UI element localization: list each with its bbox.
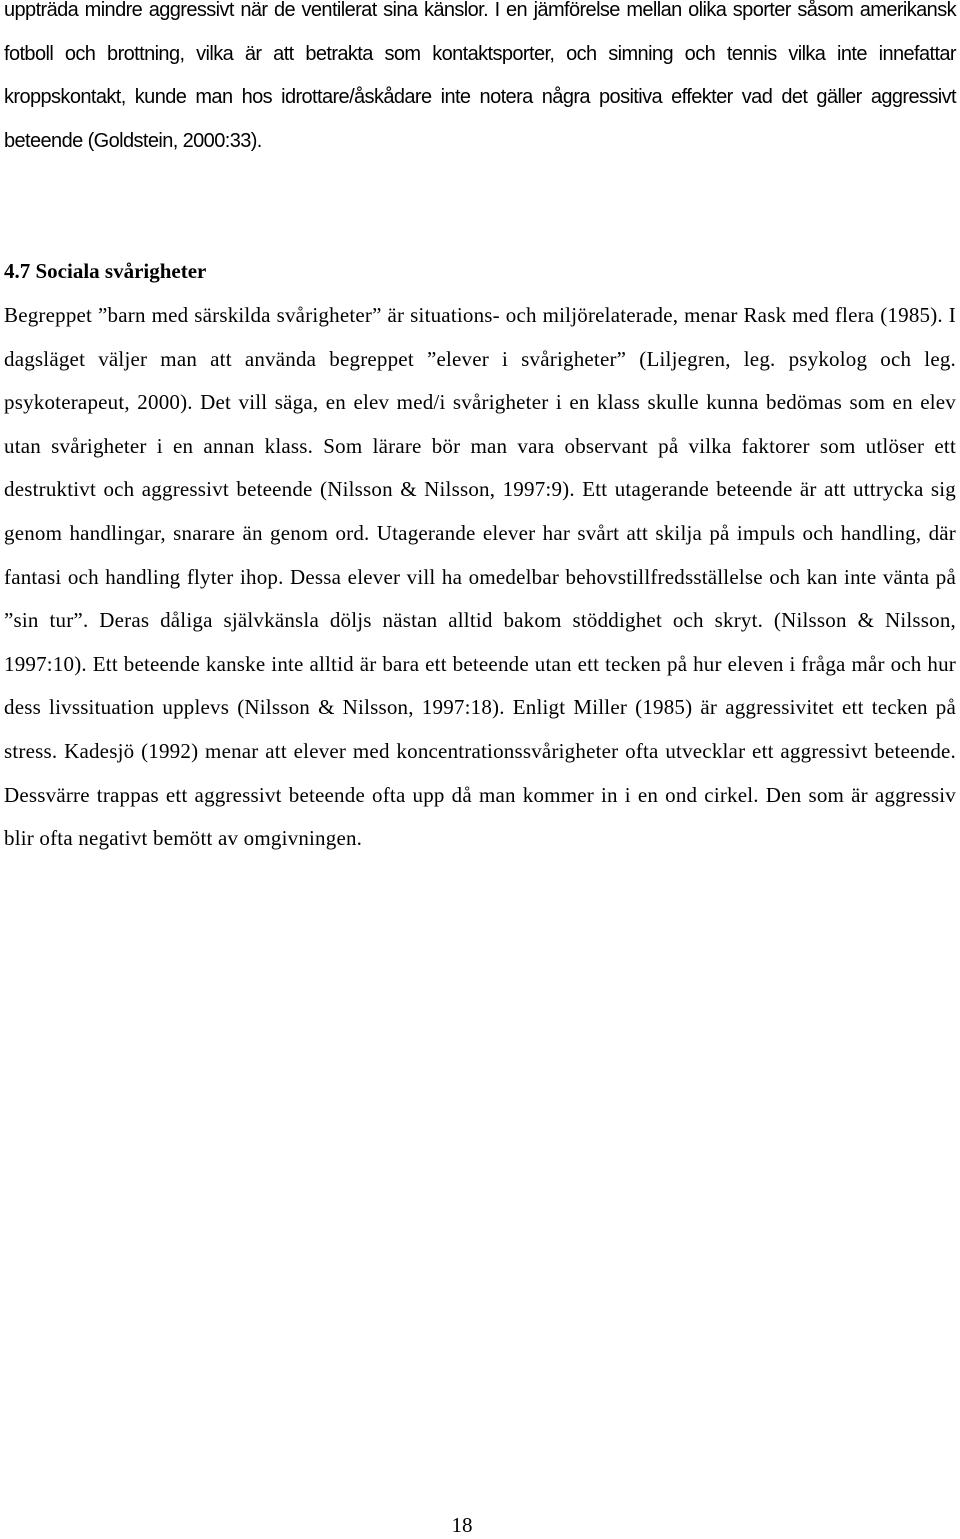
body-paragraph-continued: uppträda mindre aggressivt när de ventilerat sina känslor. I en jämförelse mellan olika sporter såsom amerikansk fotboll och brottning, vilka är att betrakta som kontaktsporter, och simning och tennis vilka inte innefattar kroppskontakt, kunde man hos idrottare/åskådare inte notera några positiva effekter vad det gäller aggressivt beteende (Goldstein, 2000:33).: [4, 0, 956, 152]
page-number: 18: [451, 1513, 473, 1537]
section-heading: 4.7 Sociala svårigheter: [4, 259, 207, 283]
body-paragraph-social-difficulties: Begreppet ”barn med särskilda svårigheter” är situations- och miljörelaterade, menar Rask med flera (1985). I dagsläget väljer man att använda begreppet ”elever i svårigheter” (Liljegren, leg. psykolog och leg. psykoterapeut, 2000). Det vill säga, en elev med/i svårigheter i en klass skulle kunna bedömas som en elev utan svårigheter i en annan klass. Som lärare bör man vara observant på vilka faktorer som utlöser ett destruktivt och aggressivt beteende (Nilsson & Nilsson, 1997:9). Ett utagerande beteende är att uttrycka sig genom handlingar, snarare än genom ord. Utagerande elever har svårt att skilja på impuls och handling, där fantasi och handling flyter ihop. Dessa elever vill ha omedelbar behovstillfredsställelse och kan inte vänta på ”sin tur”. Deras dåliga självkänsla döljs nästan alltid bakom stöddighet och skryt. (Nilsson & Nilsson, 1997:10). Ett beteende kanske inte alltid är bara ett beteende utan ett tecken på hur eleven i fråga mår och hur dess livssituation upplevs (Nilsson & Nilsson, 1997:18). Enligt Miller (1985) är aggressivitet ett tecken på stress. Kadesjö (1992) menar att elever med koncentrationssvårigheter ofta utvecklar ett aggressivt beteende. Dessvärre trappas ett aggressivt beteende ofta upp då man kommer in i en ond cirkel. Den som är aggressiv blir ofta negativt bemött av omgivningen.: [4, 303, 956, 851]
